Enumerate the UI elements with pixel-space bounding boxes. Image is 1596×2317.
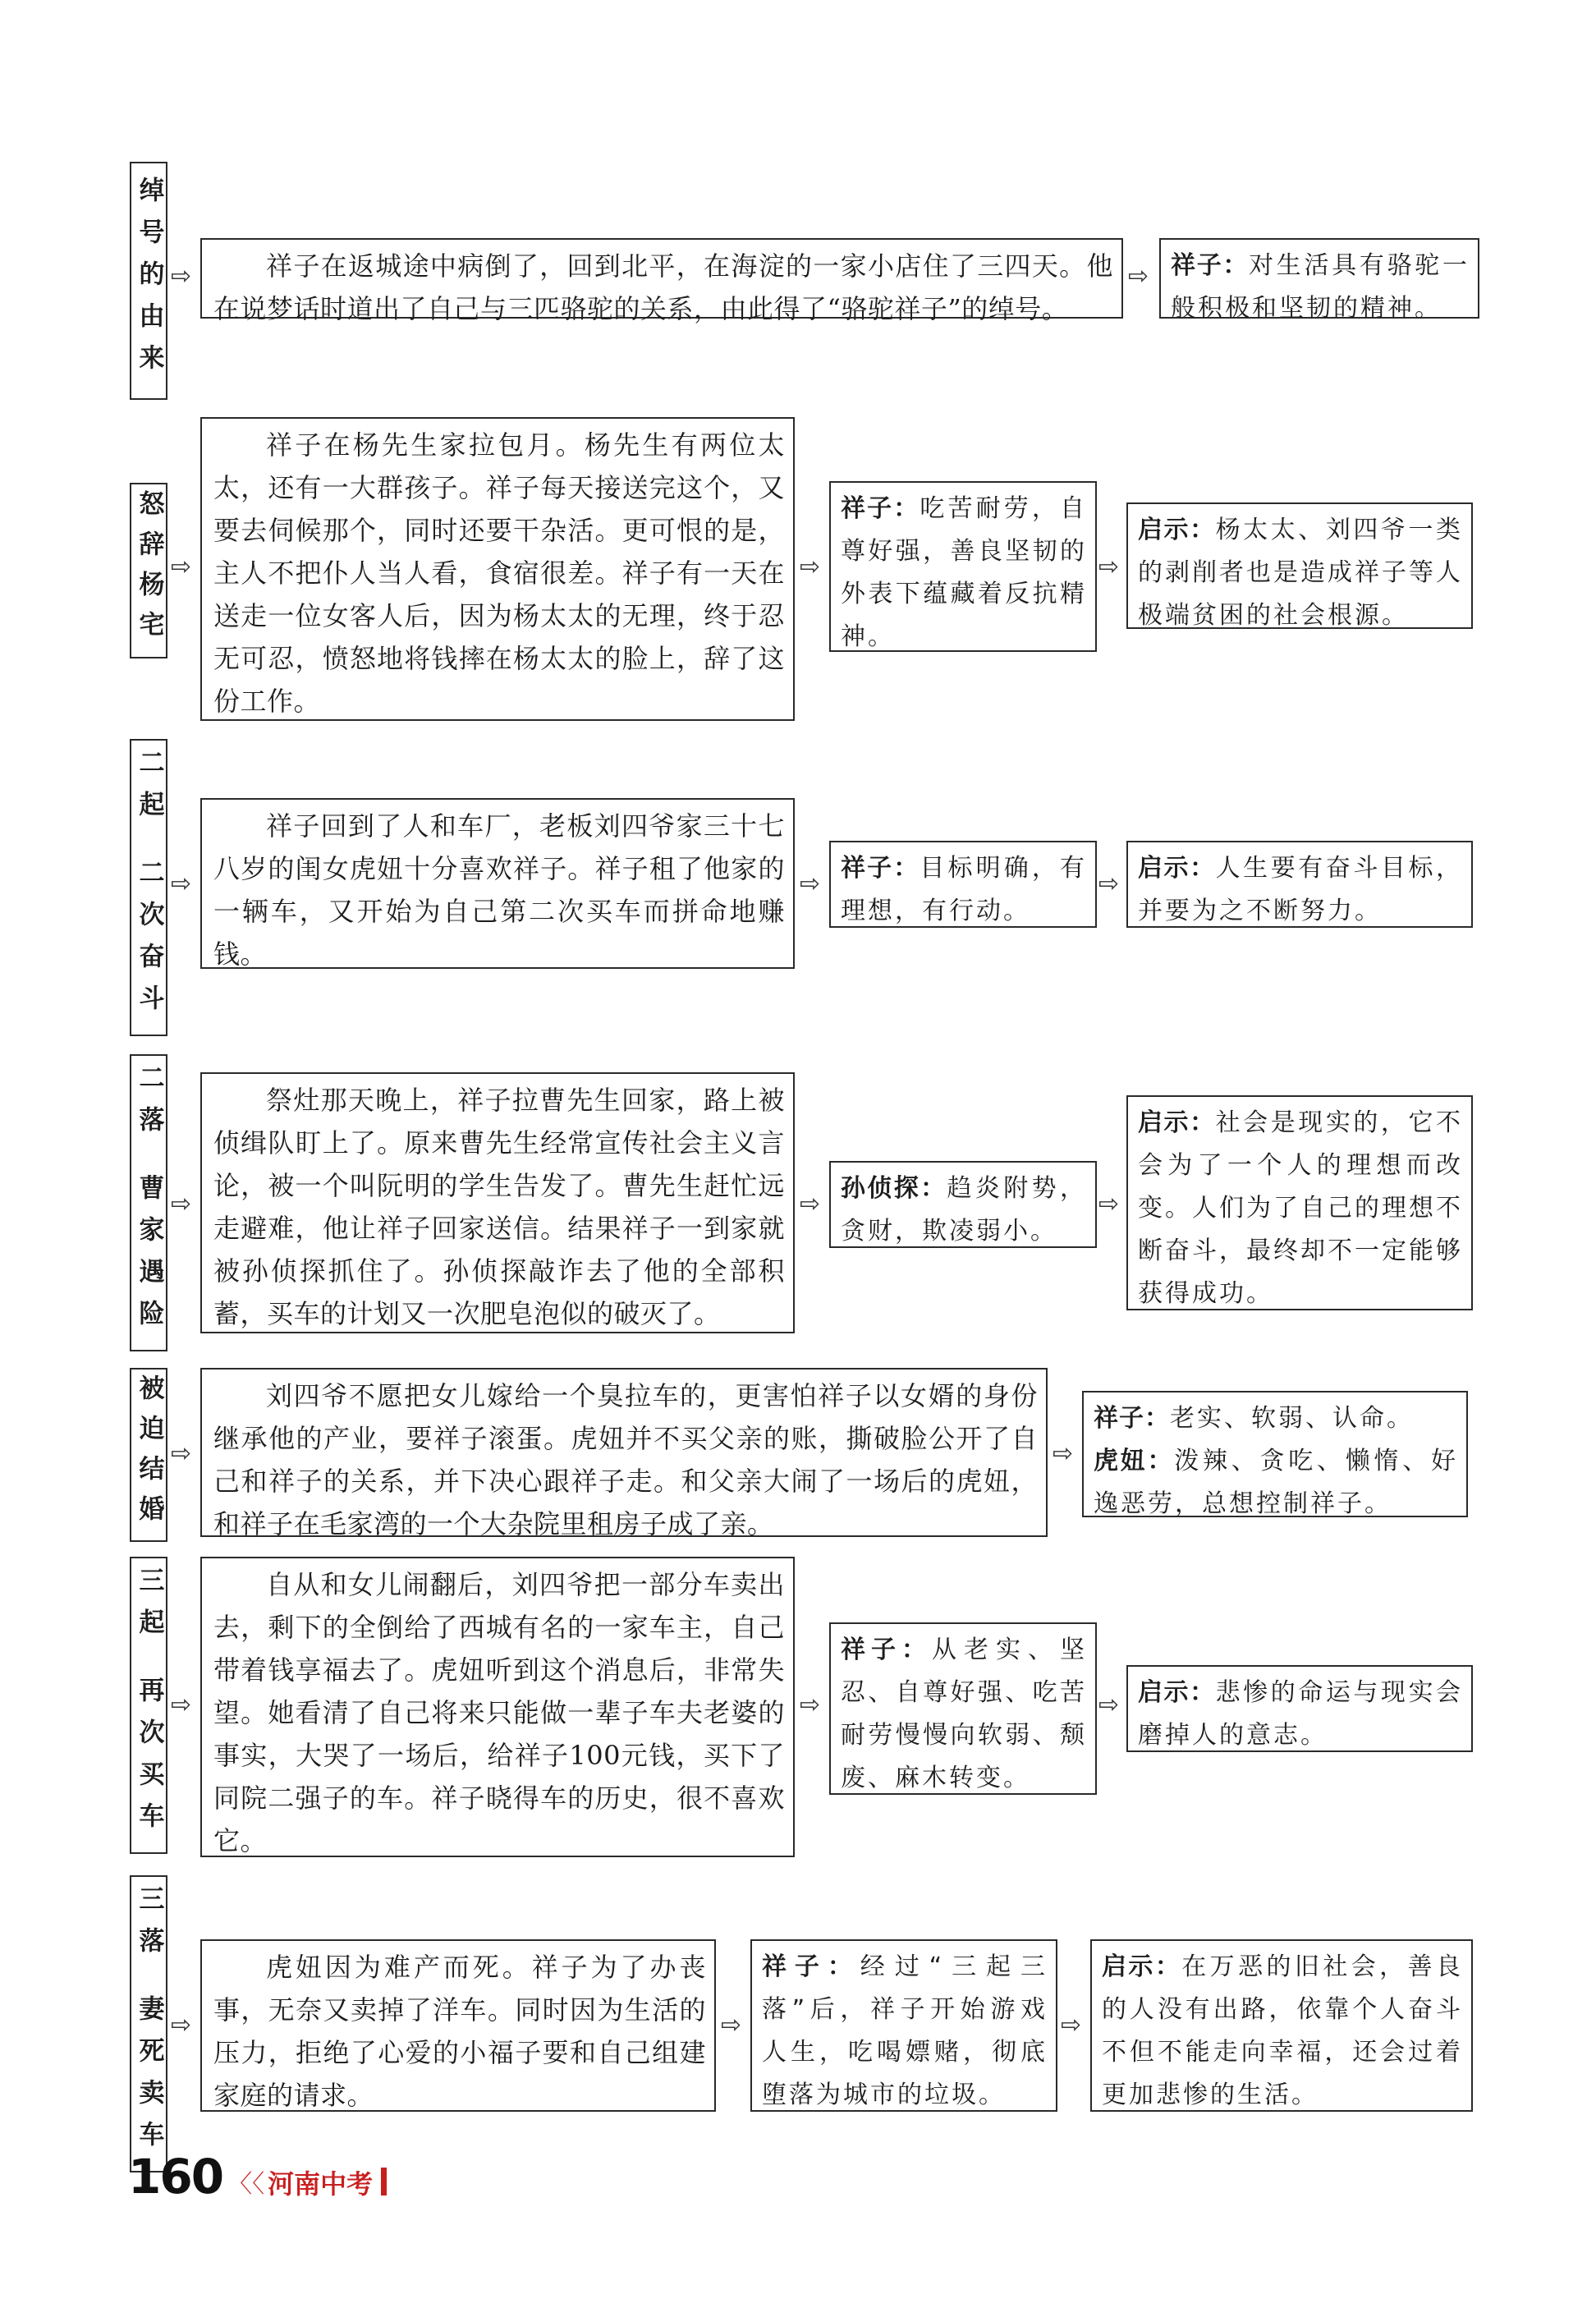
page-footer [128, 2149, 387, 2205]
note-key: 孙侦探： [841, 1174, 947, 1203]
section-label-top: 二起 [134, 748, 164, 833]
arrow-icon: ⇨ [171, 2011, 192, 2039]
note-text: 悲惨的命运与现实会磨掉人的意志。 [1138, 1678, 1464, 1750]
section-label-text: 绰号的由来 [134, 176, 164, 386]
book-title: 河南中考 [268, 2168, 374, 2200]
note-text: 泼辣、贪吃、懒惰、好逸恶劳，总想控制祥子。 [1094, 1447, 1458, 1518]
arrow-icon: ⇨ [1061, 2011, 1082, 2039]
story-text: 祥子回到了人和车厂，老板刘四爷家三十七八岁的闺女虎妞十分喜欢祥子。祥子租了他家的一辆车，又开始为自己第二次买车而拼命地赚钱。 [213, 810, 785, 970]
arrow-icon: ⇨ [1053, 1439, 1074, 1468]
arrow-icon: ⇨ [171, 869, 192, 898]
note-key: 启示： [1102, 1952, 1182, 1981]
note-box-insight [1090, 1939, 1473, 2112]
arrow-icon: ⇨ [800, 1190, 821, 1218]
section-label-third-fall [130, 1875, 167, 2172]
note-box-xiangzi [829, 1622, 1097, 1795]
arrow-icon: ⇨ [1128, 262, 1149, 291]
page-number: 160 [128, 2149, 223, 2205]
arrow-icon: ⇨ [171, 1439, 192, 1468]
story-box-quit [200, 417, 795, 721]
note-key: 启示： [1138, 1108, 1216, 1137]
arrow-icon: ⇨ [800, 869, 821, 898]
note-key: 启示： [1138, 1678, 1216, 1707]
note-box-xiangzi [750, 1939, 1057, 2112]
note-text: 从老实、坚忍、自尊好强、吃苦耐劳慢慢向软弱、颓废、麻木转变。 [841, 1636, 1087, 1792]
chevron-left-icon: 〈〈 [227, 2170, 265, 2199]
note-line-huniu [1094, 1440, 1458, 1526]
note-text: 经过“三起三落”后，祥子开始游戏人生，吃喝嫖赌，彻底堕落为城市的垃圾。 [762, 1952, 1048, 2109]
note-box-insight [1126, 1665, 1473, 1752]
note-text: 社会是现实的，它不会为了一个人的理想而改变。人们为了自己的理想不断奋斗，最终却不一定能够获得成功。 [1138, 1108, 1464, 1308]
story-box-third-fall [200, 1939, 716, 2112]
note-box-characters [1082, 1391, 1468, 1517]
section-label-text: 怒辞杨宅 [134, 490, 164, 651]
arrow-icon: ⇨ [1098, 869, 1120, 898]
section-label-bottom: 曹家遇险 [134, 1174, 164, 1342]
note-line-xiangzi [1094, 1397, 1458, 1440]
note-key: 启示： [1138, 854, 1216, 883]
story-text: 刘四爷不愿把女儿嫁给一个臭拉车的，更害怕祥子以女婿的身份继承他的产业，要祥子滚蛋。虎妞并不买父亲的账，撕破脸公开了自己和祥子的关系，并下决心跟祥子走。和父亲大闹了一场后的虎妞，和祥子在毛家湾的一个大杂院里租房子成了亲。 [213, 1380, 1038, 1539]
story-text: 自从和女儿闹翻后，刘四爷把一部分车卖出去，剩下的全倒给了西城有名的一家车主，自己带着钱享福去了。虎妞听到这个消息后，非常失望。她看清了自己将来只能做一辈子车夫老婆的事实，大哭了一场后，给祥子100元钱，买下了同院二强子的车。祥子晓得车的历史，很不喜欢它。 [213, 1569, 785, 1856]
section-label-top: 三落 [134, 1884, 164, 1969]
story-box-nickname [200, 238, 1123, 324]
note-box-xiangzi [829, 481, 1097, 652]
section-label-bottom: 再次买车 [134, 1677, 164, 1845]
note-key: 祥子： [841, 494, 920, 523]
accent-bar [381, 2168, 387, 2195]
note-text: 对生活具有骆驼一般积极和坚韧的精神。 [1171, 251, 1470, 323]
story-box-second-fall [200, 1072, 795, 1333]
story-box-third-rise [200, 1557, 795, 1857]
story-box-marriage [200, 1368, 1048, 1537]
arrow-icon: ⇨ [800, 1691, 821, 1719]
story-text: 祭灶那天晚上，祥子拉曹先生回家，路上被侦缉队盯上了。原来曹先生经常宣传社会主义言论，被一个叫阮明的学生告发了。曹先生赶忙远走避难，他让祥子回家送信。结果祥子一到家就被孙侦探抓住了。孙侦探敲诈去了他的全部积蓄，买车的计划又一次肥皂泡似的破灭了。 [213, 1085, 785, 1329]
arrow-icon: ⇨ [800, 553, 821, 581]
arrow-icon: ⇨ [171, 553, 192, 581]
note-key: 祥子： [1094, 1404, 1170, 1433]
note-text: 在万恶的旧社会，善良的人没有出路，依靠个人奋斗不但不能走向幸福，还会过着更加悲惨的生活。 [1102, 1952, 1463, 2109]
section-label-nickname [130, 162, 167, 400]
note-text: 老实、软弱、认命。 [1170, 1404, 1414, 1433]
note-key: 祥子： [841, 854, 920, 883]
note-text: 趋炎附势，贪财，欺凌弱小。 [841, 1174, 1087, 1246]
arrow-icon: ⇨ [721, 2011, 742, 2039]
story-text: 祥子在杨先生家拉包月。杨先生有两位太太，还有一大群孩子。祥子每天接送完这个，又要去伺候那个，同时还要干杂活。更可恨的是，主人不把仆人当人看，食宿很差。祥子有一天在送走一位女客人后，因为杨太太的无理，终于忍无可忍，愤怒地将钱摔在杨太太的脸上，辞了这份工作。 [213, 429, 785, 717]
note-key: 祥子： [1171, 251, 1250, 280]
arrow-icon: ⇨ [1098, 1691, 1120, 1719]
note-key: 祥子： [762, 1952, 860, 1981]
section-label-second-rise [130, 739, 167, 1036]
story-text: 虎妞因为难产而死。祥子为了办丧事，无奈又卖掉了洋车。同时因为生活的压力，拒绝了心爱的小福子要和自己组建家庭的请求。 [213, 1952, 706, 2111]
section-label-top: 二落 [134, 1063, 164, 1148]
note-text: 杨太太、刘四爷一类的剥削者也是造成祥子等人极端贫困的社会根源。 [1138, 516, 1464, 630]
section-label-third-rise [130, 1557, 167, 1854]
section-label-bottom: 二次奋斗 [134, 859, 164, 1027]
note-box-xiangzi [829, 841, 1097, 928]
note-box-insight [1126, 841, 1473, 928]
note-key: 启示： [1138, 516, 1216, 544]
story-text: 祥子在返城途中病倒了，回到北平，在海淀的一家小店住了三四天。他在说梦话时道出了自己与三匹骆驼的关系，由此得了“骆驼祥子”的绰号。 [213, 250, 1113, 324]
arrow-icon: ⇨ [171, 1691, 192, 1719]
note-box-xiangzi [1159, 238, 1479, 323]
section-label-second-fall [130, 1054, 167, 1351]
note-text: 吃苦耐劳，自尊好强，善良坚韧的外表下蕴藏着反抗精神。 [841, 494, 1087, 651]
section-label-bottom: 妻死卖车 [134, 1995, 164, 2163]
section-label-quit [130, 483, 167, 658]
section-label-text: 被迫结婚 [134, 1374, 164, 1535]
note-box-insight [1126, 502, 1473, 629]
arrow-icon: ⇨ [171, 262, 192, 291]
note-text: 人生要有奋斗目标，并要为之不断努力。 [1138, 854, 1464, 925]
section-label-top: 三起 [134, 1566, 164, 1650]
story-box-second-rise [200, 798, 795, 969]
note-key: 虎妞： [1094, 1447, 1175, 1475]
note-key: 祥子： [841, 1636, 932, 1664]
section-label-marriage [130, 1368, 167, 1542]
arrow-icon: ⇨ [1098, 553, 1120, 581]
note-text: 目标明确，有理想，有行动。 [841, 854, 1087, 925]
note-box-insight [1126, 1095, 1473, 1310]
arrow-icon: ⇨ [1098, 1190, 1120, 1218]
arrow-icon: ⇨ [171, 1190, 192, 1218]
note-box-detective [829, 1161, 1097, 1248]
